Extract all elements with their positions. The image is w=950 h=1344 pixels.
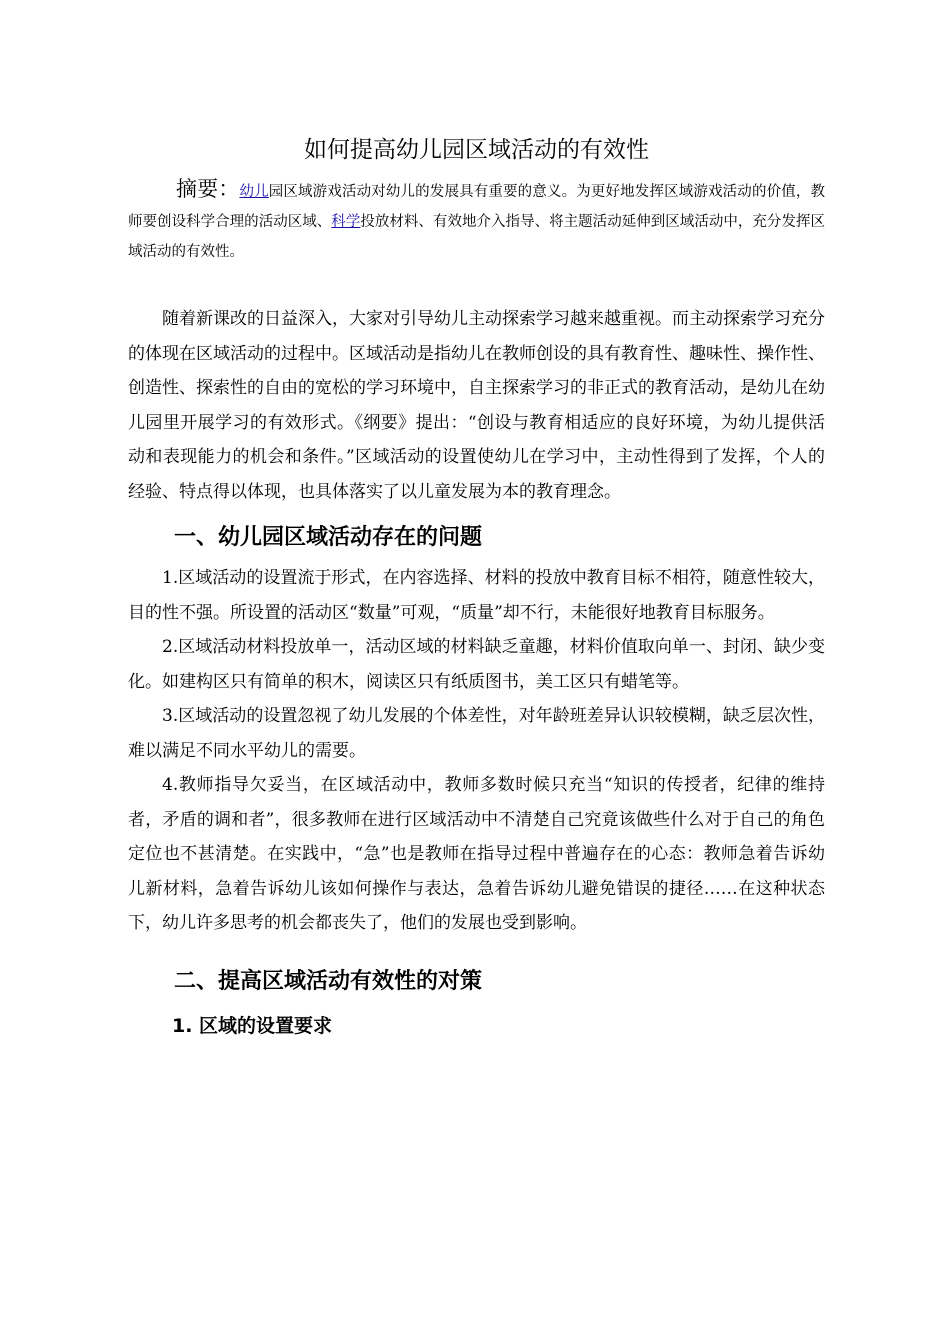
abstract-label: 摘要： bbox=[176, 177, 240, 201]
abstract-paragraph bbox=[128, 174, 825, 267]
section-heading-problems: 一、幼儿园区域活动存在的问题 bbox=[174, 525, 483, 550]
link-youer[interactable]: 幼儿 bbox=[239, 184, 269, 200]
document-title: 如何提高幼儿园区域活动的有效性 bbox=[304, 137, 649, 163]
abstract-text-part2: 投放材料、有效地介入指导、将主题活动延伸到区域活动中，充分发挥区域活动的有效性。 bbox=[128, 214, 826, 260]
abstract-text-part1: 园区域游戏活动对幼儿的发展具有重要的意义。为更好地发挥区域游戏活动的价值，教师要创设科学合理的活动区域、 bbox=[128, 184, 826, 230]
link-kexue[interactable]: 科学 bbox=[331, 214, 361, 230]
problem-item-4: 4.教师指导欠妥当，在区域活动中，教师多数时候只充当“知识的传授者，纪律的维持者，矛盾的调和者”，很多教师在进行区域活动中不清楚自己究竟该做些什么对于自己的角色定位也不甚清楚。在实践中，“急”也是教师在指导过程中普遍存在的心态：教师急着告诉幼儿新材料，急着告诉幼儿该如何操作与表达，急着告诉幼儿避免错误的捷径……在这种状态下，幼儿许多思考的机会都丧失了，他们的发展也受到影响。 bbox=[128, 775, 825, 933]
intro-paragraph: 随着新课改的日益深入，大家对引导幼儿主动探索学习越来越重视。而主动探索学习充分的体现在区域活动的过程中。区域活动是指幼儿在教师创设的具有教育性、趣味性、操作性、创造性、探索性的自由的宽松的学习环境中，自主探索学习的非正式的教育活动，是幼儿在幼儿园里开展学习的有效形式。《纲要》提出：“创设与教育相适应的良好环境，为幼儿提供活动和表现能力的机会和条件。”区域活动的设置使幼儿在学习中，主动性得到了发挥，个人的经验、特点得以体现，也具体落实了以儿童发展为本的教育理念。 bbox=[128, 309, 825, 502]
blank-line bbox=[128, 267, 825, 302]
problem-item-2: 2.区域活动材料投放单一，活动区域的材料缺乏童趣，材料价值取向单一、封闭、缺少变化。如建构区只有简单的积木，阅读区只有纸质图书，美工区只有蜡笔等。 bbox=[128, 637, 825, 692]
document-body bbox=[128, 128, 825, 1045]
subheading-area-setup: 1. 区域的设置要求 bbox=[172, 1014, 333, 1037]
section-heading-strategies: 二、提高区域活动有效性的对策 bbox=[174, 968, 483, 994]
problem-item-1: 1.区域活动的设置流于形式，在内容选择、材料的投放中教育目标不相符，随意性较大，目的性不强。所设置的活动区“数量”可观，“质量”却不行，未能很好地教育目标服务。 bbox=[128, 568, 825, 623]
problem-item-3: 3.区域活动的设置忽视了幼儿发展的个体差性，对年龄班差异认识较模糊，缺乏层次性，难以满足不同水平幼儿的需要。 bbox=[128, 706, 825, 761]
